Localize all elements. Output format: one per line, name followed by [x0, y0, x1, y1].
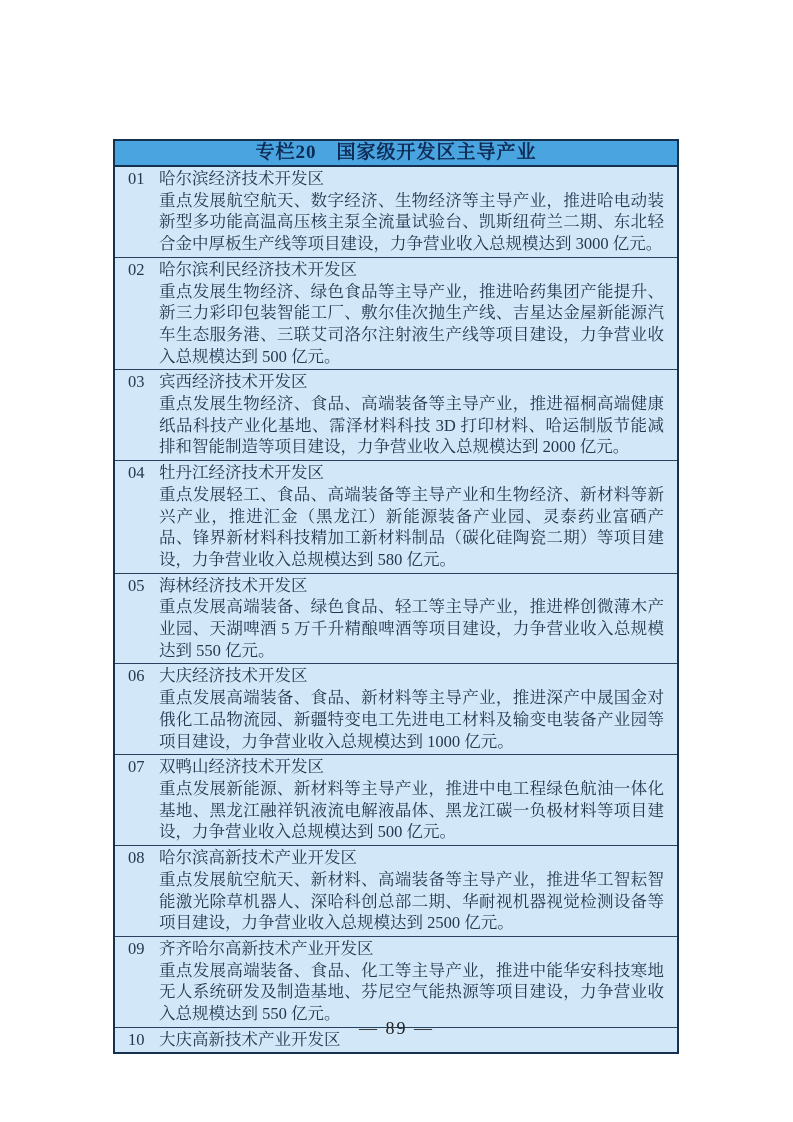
special-column-panel: [113, 139, 679, 1054]
zone-description: 重点发展新能源、新材料等主导产业，推进中电工程绿色航油一体化基地、黑龙江融祥钒液流电解液晶体、黑龙江碳一负极材料等项目建设，力争营业收入总规模达到 500 亿元。: [159, 778, 664, 842]
zone-name: 哈尔滨利民经济技术开发区: [159, 259, 357, 279]
row-number: 05: [128, 575, 145, 595]
row-content: [159, 168, 677, 255]
zone-description: 重点发展生物经济、绿色食品等主导产业，推进哈药集团产能提升、新三力彩印包装智能工厂、敷尔佳次抛生产线、吉星达金屋新能源汽车生态服务港、三联艾司洛尔注射液生产线等项目建设，力争营业收入总规模达到 500 亿元。: [159, 281, 664, 366]
row-number: 07: [128, 757, 145, 777]
row-number: 01: [128, 169, 145, 188]
row-number: 03: [128, 372, 145, 392]
zone-name: 双鸭山经济技术开发区: [159, 757, 324, 777]
row-number: 06: [128, 666, 145, 686]
zone-name: 牡丹江经济技术开发区: [159, 463, 324, 483]
zone-description: 重点发展高端装备、食品、新材料等主导产业，推进深产中晟国金对俄化工品物流园、新疆特变电工先进电工材料及输变电装备产业园等项目建设，力争营业收入总规模达到 1000 亿元。: [159, 688, 664, 751]
row-content: [159, 756, 677, 843]
zone-description: 重点发展航空航天、数字经济、生物经济等主导产业，推进哈电动装新型多功能高温高压核主泵全流量试验台、凯斯纽荷兰二期、东北轻合金中厚板生产线等项目建设，力争营业收入总规模达到 3000 亿元。: [159, 190, 664, 254]
row-content: [159, 575, 677, 662]
row-content: [159, 371, 677, 458]
zone-name: 宾西经济技术开发区: [159, 372, 308, 392]
table-row: [115, 754, 677, 845]
page-number: — 89 —: [359, 1018, 434, 1038]
row-content: [159, 665, 677, 752]
zone-description: 重点发展高端装备、绿色食品、轻工等主导产业，推进桦创微薄木产业园、天湖啤酒 5 万千升精酿啤酒等项目建设，力争营业收入总规模达到 550 亿元。: [159, 597, 664, 660]
row-number: 09: [128, 938, 145, 958]
row-number: 04: [128, 463, 145, 483]
zone-description: 重点发展高端装备、食品、化工等主导产业，推进中能华安科技寒地无人系统研发及制造基地、芬尼空气能热源等项目建设，力争营业收入总规模达到 550 亿元。: [159, 960, 664, 1024]
zone-name: 大庆经济技术开发区: [159, 666, 308, 686]
table-row: [115, 936, 677, 1027]
panel-title: 专栏20 国家级开发区主导产业: [115, 141, 677, 167]
zone-name: 哈尔滨经济技术开发区: [159, 169, 324, 188]
row-number: 10: [128, 1029, 145, 1049]
table-row: [115, 369, 677, 460]
table-row: [115, 460, 677, 573]
zone-description: 重点发展生物经济、食品、高端装备等主导产业，推进福桐高端健康纸品科技产业化基地、霈泽材料科技 3D 打印材料、哈运制版节能减排和智能制造等项目建设，力争营业收入总规模达到 2000 亿元。: [159, 394, 664, 457]
table-row: [115, 573, 677, 664]
row-number: 08: [128, 848, 145, 868]
zone-name: 哈尔滨高新技术产业开发区: [159, 848, 357, 868]
row-content: [159, 462, 677, 571]
row-content: [159, 847, 677, 934]
row-content: [159, 938, 677, 1025]
table-row: [115, 663, 677, 754]
zone-name: 海林经济技术开发区: [159, 575, 308, 595]
zone-name: 大庆高新技术产业开发区: [159, 1029, 341, 1049]
zone-description: 重点发展轻工、食品、高端装备等主导产业和生物经济、新材料等新兴产业，推进汇金（黑龙江）新能源装备产业园、灵泰药业富硒产品、锋界新材料科技精加工新材料制品（碳化硅陶瓷二期）等项目建设，力争营业收入总规模达到 580 亿元。: [159, 484, 664, 569]
development-zones-table: [115, 167, 677, 1052]
table-row: [115, 167, 677, 257]
table-row: [115, 257, 677, 370]
zone-description: 重点发展航空航天、新材料、高端装备等主导产业，推进华工智耘智能激光除草机器人、深哈科创总部二期、华耐视机器视觉检测设备等项目建设，力争营业收入总规模达到 2500 亿元。: [159, 869, 664, 933]
table-row: [115, 845, 677, 936]
row-number: 02: [128, 259, 145, 279]
row-content: [159, 259, 677, 368]
zone-name: 齐齐哈尔高新技术产业开发区: [159, 938, 374, 958]
